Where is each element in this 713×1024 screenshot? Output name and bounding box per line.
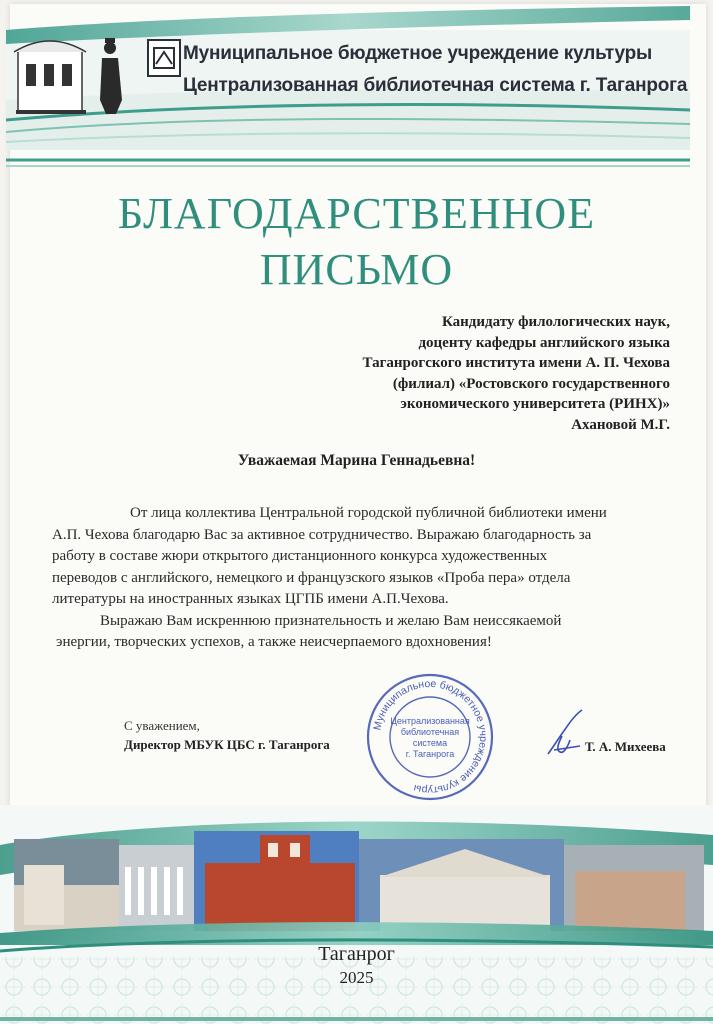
- body-line: А.П. Чехова благодарю Вас за активное сотрудничество. Выражаю благодарность за: [52, 526, 592, 543]
- recipient-line: экономического университета (РИНХ)»: [400, 396, 670, 412]
- document-title-line2: ПИСЬМО: [259, 245, 454, 294]
- director-position: Директор МБУК ЦБС г. Таганрога: [124, 737, 330, 752]
- stamp-inner-line: библиотечная: [400, 727, 460, 737]
- recipient-line: Кандидату филологических наук,: [441, 314, 670, 330]
- stamp-inner-line: Централизованная: [390, 716, 470, 726]
- body-line: От лица коллектива Центральной городской публичной библиотеки имени: [130, 505, 607, 521]
- stamp-inner-line: система: [412, 738, 448, 748]
- recipient-line: доценту кафедры английского языка: [418, 334, 670, 351]
- document-title-line1: БЛАГОДАРСТВЕННОЕ: [117, 189, 596, 238]
- handwritten-signature-icon: [540, 706, 590, 766]
- stamp-outer-text: Муниципальное бюджетное учреждение культуры: [371, 677, 490, 797]
- body-line: работу в составе жюри открытого дистанционного конкурса художественных: [52, 548, 548, 564]
- library-building-icon: [14, 41, 86, 114]
- recipient-line: (филиал) «Ростовского государственного: [392, 375, 670, 392]
- greeting: Уважаемая Марина Геннадьевна!: [237, 452, 476, 469]
- footer-city: Таганрог: [318, 943, 395, 965]
- cbs-logo-icon: [148, 40, 180, 76]
- recipient-block: [362, 312, 670, 435]
- recipient-name: Ахановой М.Г.: [571, 416, 670, 433]
- body-line: Выражаю Вам искреннюю признательность и желаю Вам неиссякаемой: [100, 612, 562, 629]
- body-line: литературы на иностранных языках ЦГПБ имени А.П.Чехова.: [52, 591, 449, 607]
- body-line: энергии, творческих успехов, а также неисчерпаемого вдохновения!: [56, 634, 492, 650]
- org-name-line1: Муниципальное бюджетное учреждение культуры: [183, 43, 653, 64]
- stamp-inner-line: г. Таганрога: [405, 749, 455, 759]
- footer-year: 2025: [339, 968, 374, 987]
- footer-banner: [0, 805, 713, 1024]
- closing-regards: С уважением,: [124, 718, 200, 733]
- org-name-line2: Централизованная библиотечная система г. Таганрога: [183, 75, 688, 96]
- official-stamp-icon: [365, 672, 495, 802]
- letter-body: [52, 503, 672, 654]
- body-line: переводов с английского, немецкого и французского языков «Проба пера» отдела: [52, 569, 571, 586]
- recipient-line: Таганрогского института имени А. П. Чехова: [362, 355, 670, 371]
- signer-name: Т. А. Михеева: [585, 739, 666, 754]
